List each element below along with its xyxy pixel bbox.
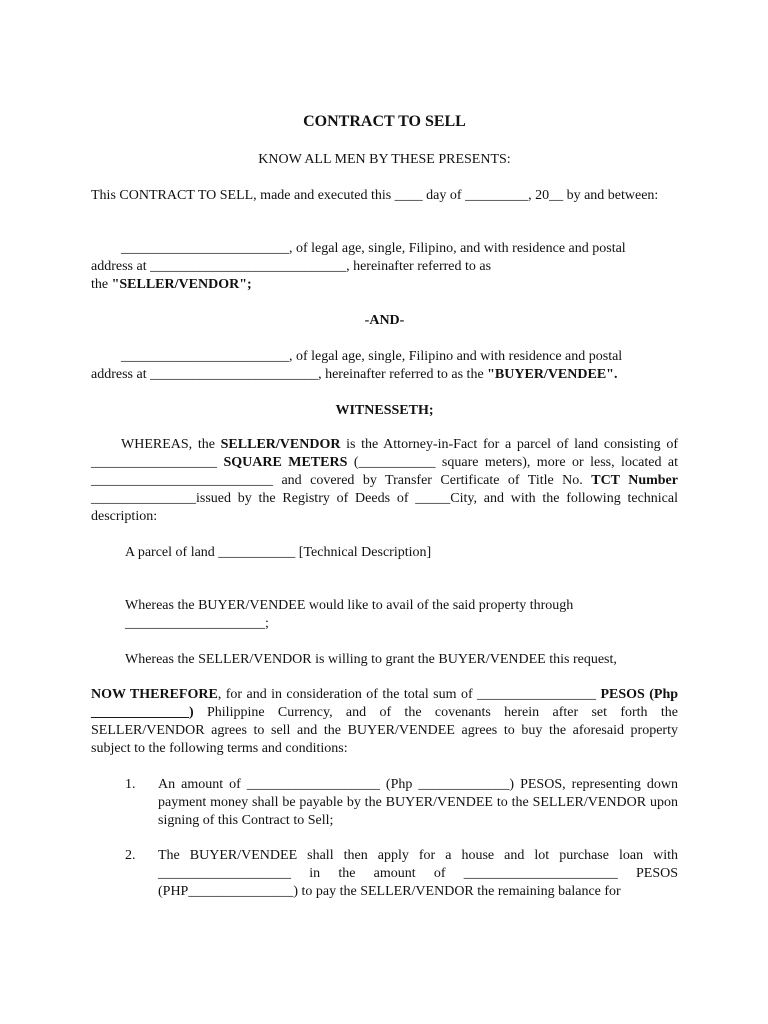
buyer-line-2-prefix: address at ________________________, hereinafter referred to as the xyxy=(91,367,488,382)
whereas-avail-line-2: ____________________; xyxy=(125,616,269,631)
whereas-land-b3: TCT Number xyxy=(591,473,678,488)
now-therefore-paragraph xyxy=(91,686,678,758)
and-separator: -AND- xyxy=(364,313,405,328)
witnesseth-heading: WITNESSETH; xyxy=(335,403,434,418)
seller-line-1: ________________________, of legal age, single, Filipino, and with residence and postal xyxy=(121,241,626,256)
now-therefore-b2: PESOS (Php ______________) xyxy=(91,687,679,720)
whereas-land-b2: SQUARE METERS xyxy=(223,455,348,470)
whereas-land-t1: WHEREAS, the xyxy=(121,437,221,452)
document-subtitle: KNOW ALL MEN BY THESE PRESENTS: xyxy=(258,152,511,167)
buyer-paragraph xyxy=(91,348,678,384)
whereas-land-t2: is the Attorney-in-Fact for a parcel of land consisting of __________________ xyxy=(91,437,678,470)
document-title: CONTRACT TO SELL xyxy=(303,113,466,130)
list-item-number: 2. xyxy=(125,848,136,863)
whereas-land-t4: _______________issued by the Registry of Deeds of _____City, and with the following technical description: xyxy=(91,491,678,524)
now-therefore-t2: Philippine Currency, and of the covenants herein after set forth the SELLER/VENDOR agrees to sell and the BUYER/VENDEE agrees to buy the aforesaid property subject to the following terms and conditions: xyxy=(91,705,678,756)
whereas-grant-paragraph: Whereas the SELLER/VENDOR is willing to grant the BUYER/VENDEE this request, xyxy=(125,652,617,667)
whereas-land-t3: (___________ square meters), more or less, located at __________________________ and covered by Transfer Certificate of Title No. xyxy=(91,455,679,488)
buyer-line-1: ________________________, of legal age, single, Filipino and with residence and postal xyxy=(121,349,623,364)
now-therefore-t1: , for and in consideration of the total sum of _________________ xyxy=(217,687,601,702)
whereas-avail-paragraph xyxy=(91,597,678,633)
seller-line-3-prefix: the xyxy=(91,277,112,292)
whereas-land-b1: SELLER/VENDOR xyxy=(220,437,341,452)
list-item-text: An amount of ___________________ (Php _____________) PESOS, representing down payment money shall be payable by the BUYER/VENDEE to the SELLER/VENDOR upon signing of this Contract to Sell; xyxy=(158,777,678,828)
seller-line-2: address at ____________________________, hereinafter referred to as xyxy=(91,259,492,274)
intro-paragraph: This CONTRACT TO SELL, made and executed this ____ day of _________, 20__ by and between: xyxy=(91,188,659,203)
whereas-avail-line-1: Whereas the BUYER/VENDEE would like to avail of the said property through xyxy=(125,598,574,613)
buyer-designation: "BUYER/VENDEE". xyxy=(487,367,618,382)
whereas-land-paragraph xyxy=(91,436,678,526)
parcel-description: A parcel of land ___________ [Technical Description] xyxy=(125,545,432,560)
buyer-line-2 xyxy=(91,366,678,384)
list-item-text: The BUYER/VENDEE shall then apply for a house and lot purchase loan with ___________________ in the amount of ______________________ PESOS (PHP_______________) to pay the SELLER/VENDOR the remaining balance for xyxy=(158,848,678,899)
list-item-number: 1. xyxy=(125,777,136,792)
now-therefore-b1: NOW THEREFORE xyxy=(91,687,218,702)
seller-line-3 xyxy=(91,276,678,294)
seller-designation: "SELLER/VENDOR"; xyxy=(111,277,252,292)
seller-paragraph xyxy=(91,240,678,294)
